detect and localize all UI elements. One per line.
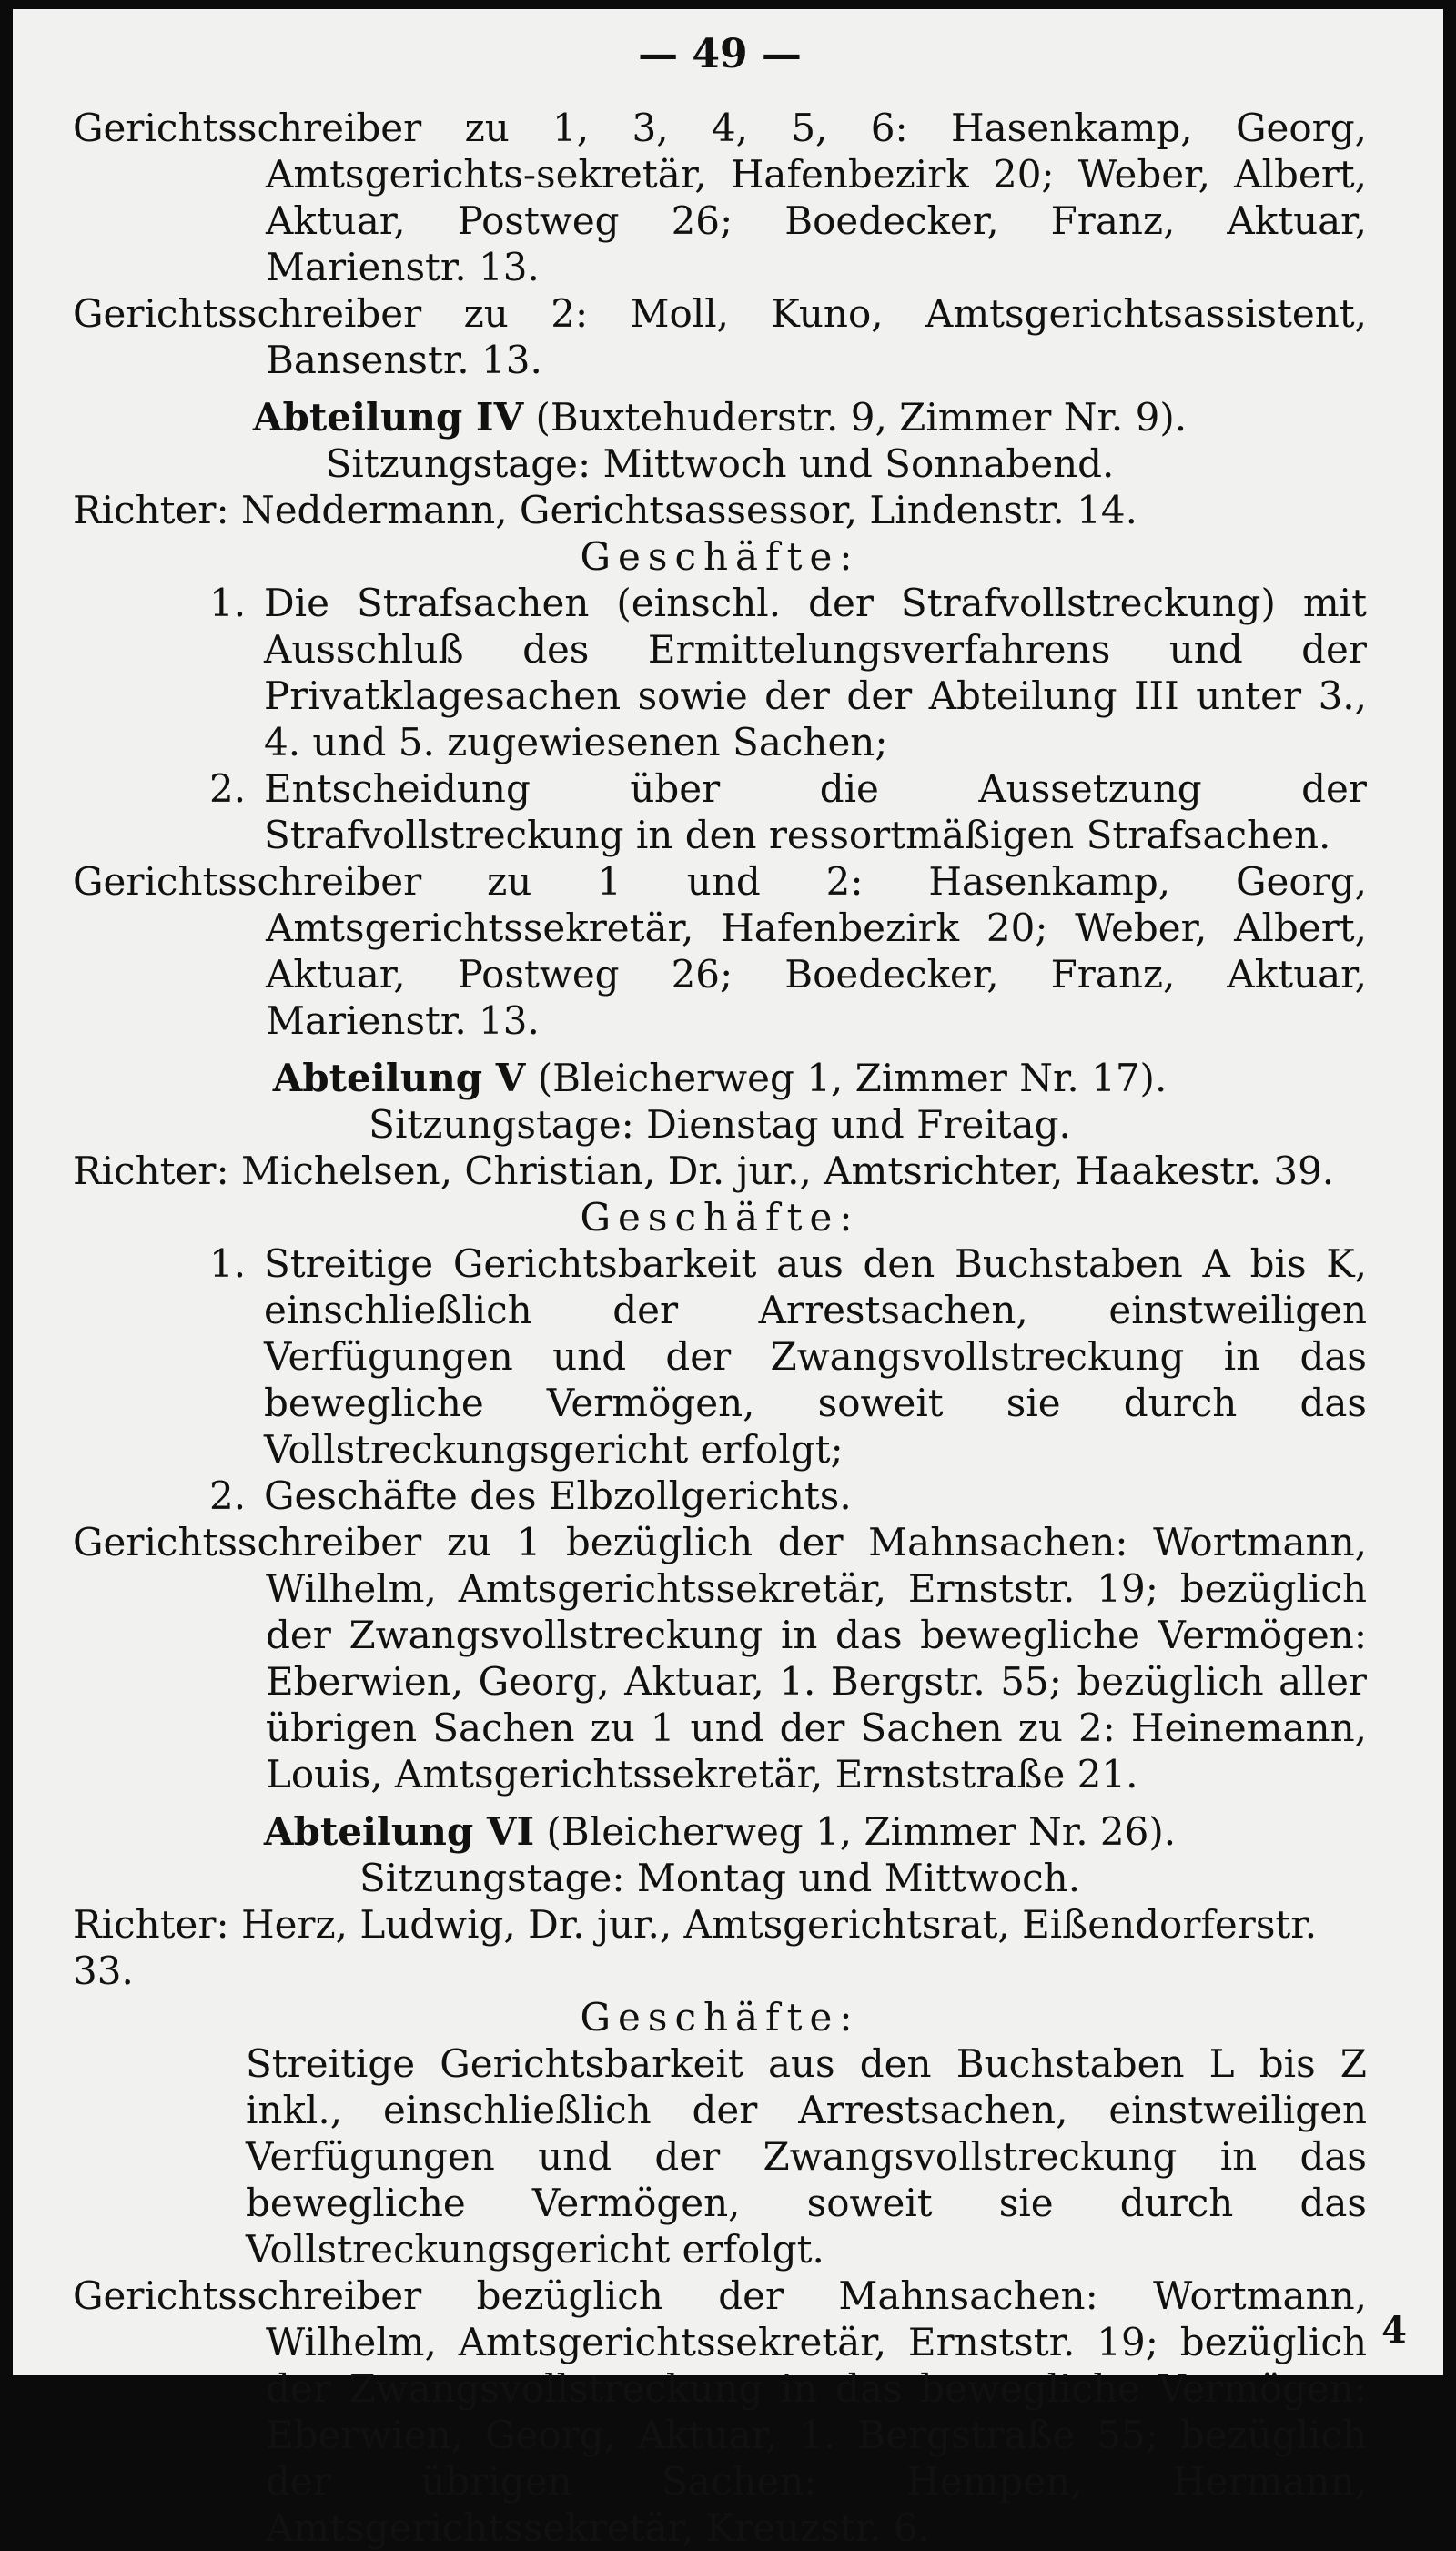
- business-item: [73, 765, 1367, 858]
- signature-mark: 4: [1381, 2309, 1407, 2352]
- section-location: (Bleicherweg 1, Zimmer Nr. 26).: [546, 1809, 1177, 1854]
- section-abteilung-vi: [73, 1808, 1367, 2551]
- item-number: 1.: [209, 1241, 247, 1286]
- section-abteilung-v: [73, 1055, 1367, 1797]
- section-location: (Bleicherweg 1, Zimmer Nr. 17).: [537, 1056, 1168, 1100]
- item-number: 2.: [209, 766, 247, 811]
- judge-line: Richter: Neddermann, Gerichtsassessor, Lindenstr. 14.: [73, 488, 1138, 532]
- section-abteilung-iv: [73, 394, 1367, 1044]
- item-text: Streitige Gerichtsbarkeit aus den Buchstaben A bis K, einschließlich der Arrestsachen, einstweiligen Verfügungen und der Zwangsvollstreckung in das bewegliche Vermögen, soweit sie durch das Vollstreckungsgericht erfolgt;: [264, 1241, 1367, 1472]
- section-label: Abteilung VI: [263, 1809, 535, 1854]
- page-number: — 49 —: [638, 31, 802, 77]
- clerk-paragraph-intro-1: Gerichtsschreiber zu 1, 3, 4, 5, 6: Hasenkamp, Georg, Amtsgerichts-sekretär, Hafenbezirk 20; Weber, Albert, Aktuar, Postweg 26; Boedecker, Franz, Aktuar, Marienstr. 13.: [73, 106, 1367, 289]
- judge-line: Richter: Herz, Ludwig, Dr. jur., Amtsgerichtsrat, Eißendorferstr. 33.: [73, 1902, 1318, 1993]
- business-item: [73, 580, 1367, 765]
- clerk-paragraph: Gerichtsschreiber zu 1 und 2: Hasenkamp, Georg, Amtsgerichtssekretär, Hafenbezirk 20; Weber, Albert, Aktuar, Postweg 26; Boedecker, Franz, Aktuar, Marienstr. 13.: [73, 859, 1367, 1043]
- section-label: Abteilung V: [272, 1056, 526, 1100]
- clerk-paragraph-intro-2: Gerichtsschreiber zu 2: Moll, Kuno, Amtsgerichtsassistent, Bansenstr. 13.: [73, 291, 1367, 382]
- clerk-paragraph: Gerichtsschreiber bezüglich der Mahnsachen: Wortmann, Wilhelm, Amtsgerichtssekretär, Ernststr. 19; bezüglich der Zwangsvollstreckung in das bewegliche Vermögen: Eberwien, Georg, Aktuar, 1. Bergstraße 55; bezüglich der übrigen Sachen: Hempen, Hermann, Amtsgerichtssekretär, Kreuzstr. 6.: [73, 2273, 1367, 2550]
- business-label: Geschäfte:: [580, 1995, 860, 2040]
- section-heading: [73, 1808, 1367, 1855]
- item-number: 1.: [209, 581, 247, 625]
- section-location: (Buxtehuderstr. 9, Zimmer Nr. 9).: [535, 395, 1188, 440]
- section-heading: [73, 394, 1367, 440]
- business-label: Geschäfte:: [580, 1195, 860, 1240]
- judge-line: Richter: Michelsen, Christian, Dr. jur., Amtsrichter, Haakestr. 39.: [73, 1149, 1335, 1193]
- item-text: Die Strafsachen (einschl. der Strafvollstreckung) mit Ausschluß des Ermittelungsverfahrens und der Privatklagesachen sowie der der Abteilung III unter 3., 4. und 5. zugewiesenen Sachen;: [264, 581, 1367, 764]
- item-text: Entscheidung über die Aussetzung der Strafvollstreckung in den ressortmäßigen Strafsachen.: [264, 766, 1367, 857]
- session-days: Sitzungstage: Mittwoch und Sonnabend.: [325, 441, 1115, 486]
- session-days: Sitzungstage: Dienstag und Freitag.: [369, 1102, 1071, 1147]
- item-text: Geschäfte des Elbzollgerichts.: [264, 1473, 852, 1518]
- section-label: Abteilung IV: [252, 395, 524, 440]
- document-page: [13, 9, 1443, 2550]
- section-heading: [73, 1055, 1367, 1101]
- session-days: Sitzungstage: Montag und Mittwoch.: [359, 1856, 1081, 1900]
- business-label: Geschäfte:: [580, 534, 860, 579]
- business-item: [73, 1473, 1367, 1519]
- clerk-paragraph: Gerichtsschreiber zu 1 bezüglich der Mahnsachen: Wortmann, Wilhelm, Amtsgerichtssekretär, Ernststr. 19; bezüglich der Zwangsvollstreckung in das bewegliche Vermögen: Eberwien, Georg, Aktuar, 1. Bergstr. 55; bezüglich aller übrigen Sachen zu 1 und der Sachen zu 2: Heinemann, Louis, Amtsgerichtssekretär, Ernststraße 21.: [73, 1520, 1367, 1797]
- business-text: Streitige Gerichtsbarkeit aus den Buchstaben L bis Z inkl., einschließlich der Arrestsachen, einstweiligen Verfügungen und der Zwangsvollstreckung in das bewegliche Vermögen, soweit sie durch das Vollstreckungsgericht erfolgt.: [246, 2041, 1367, 2272]
- business-item: [73, 1240, 1367, 1473]
- item-number: 2.: [209, 1473, 247, 1518]
